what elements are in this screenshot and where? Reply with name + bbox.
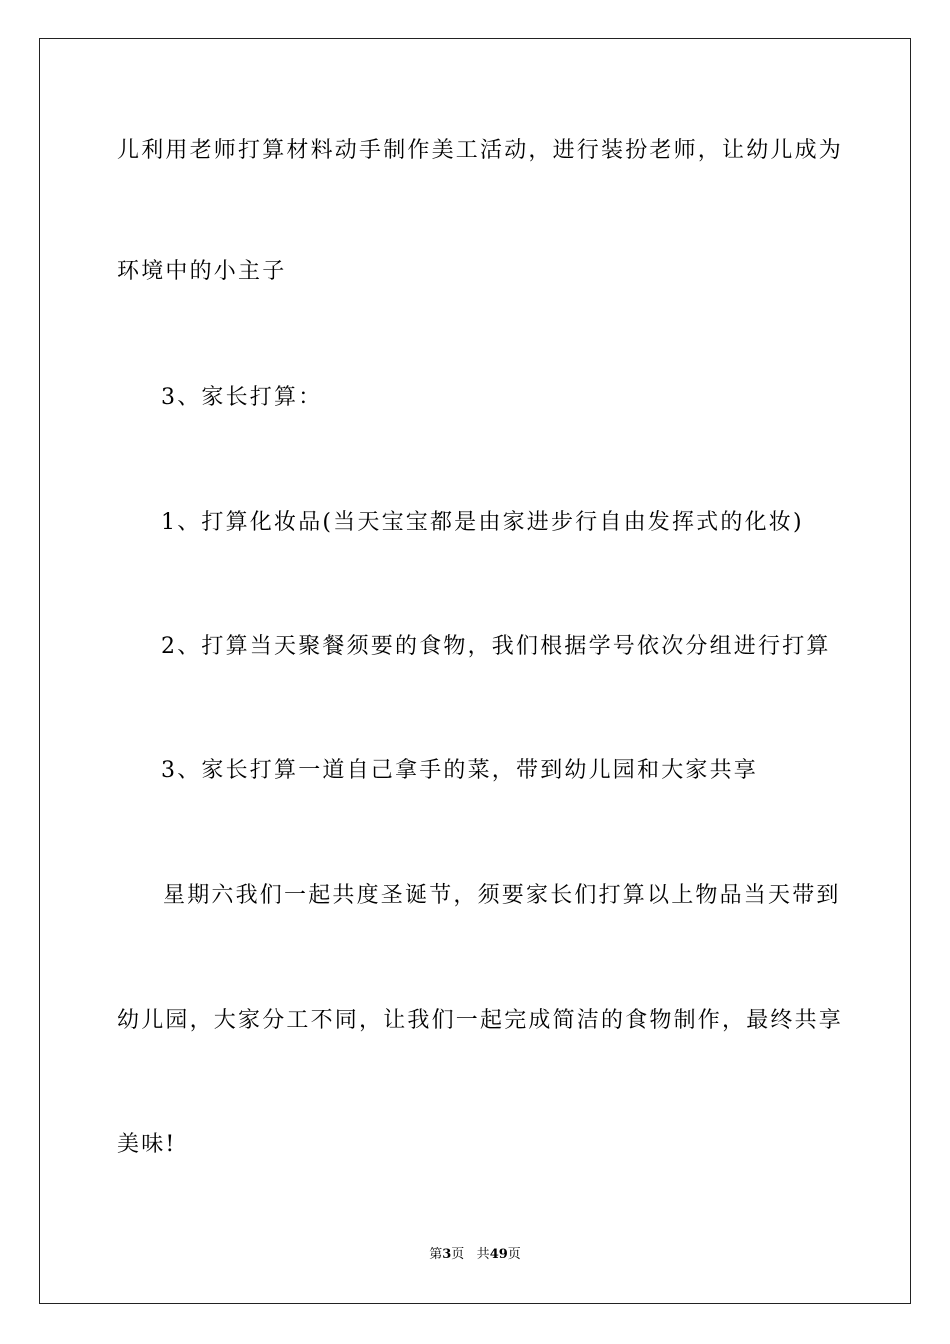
paragraph-line-5: 美味!: [117, 1132, 177, 1157]
list-item-1: 1、打算化妆品(当天宝宝都是由家进步行自由发挥式的化妆): [161, 510, 804, 535]
section-heading-parent-prep: 3、家长打算：: [161, 385, 323, 410]
footer-total-suffix: 页: [507, 1247, 521, 1262]
footer-page-prefix: 第: [429, 1247, 443, 1262]
paragraph-line-3: 星期六我们一起共度圣诞节，须要家长们打算以上物品当天带到: [163, 883, 841, 908]
footer-page-number: 3: [442, 1247, 452, 1262]
page-border: [39, 38, 911, 1304]
paragraph-line-2: 环境中的小主子: [117, 259, 287, 284]
footer-page-suffix: 页: [451, 1247, 465, 1262]
footer-total-prefix: 共: [476, 1247, 490, 1262]
page-footer: [0, 1246, 950, 1264]
footer-total-pages: 49: [489, 1247, 508, 1262]
paragraph-line-1: 儿利用老师打算材料动手制作美工活动，进行装扮老师，让幼儿成为: [117, 138, 844, 163]
paragraph-line-4: 幼儿园，大家分工不同，让我们一起完成简洁的食物制作，最终共享: [117, 1008, 844, 1033]
list-item-2: 2、打算当天聚餐须要的食物，我们根据学号依次分组进行打算: [161, 634, 831, 659]
list-item-3: 3、家长打算一道自己拿手的菜，带到幼儿园和大家共享: [161, 758, 758, 783]
